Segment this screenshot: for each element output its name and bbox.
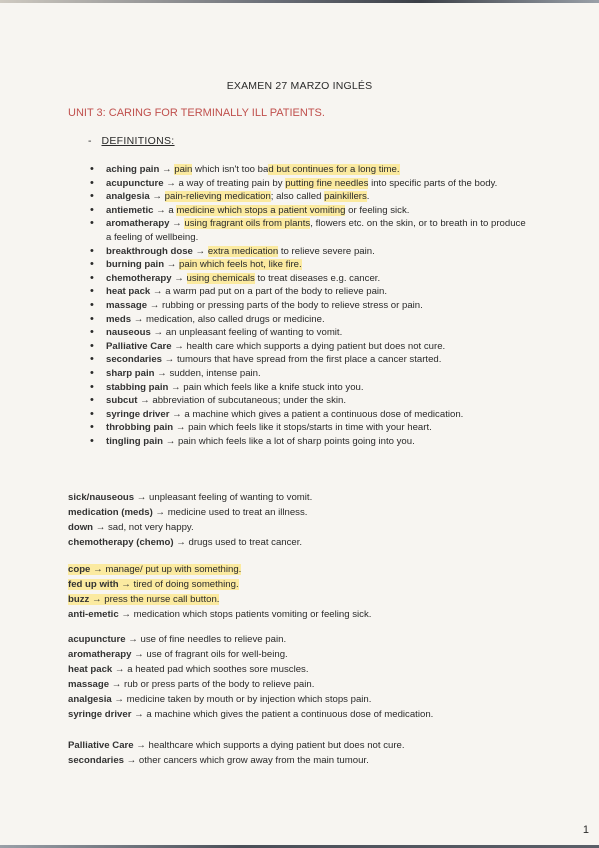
definition-term: stabbing pain: [106, 381, 169, 393]
definition-term: nauseous: [106, 327, 151, 339]
vocab-term: anti-emetic: [68, 609, 119, 620]
vocab-definition: → press the nurse call button.: [89, 594, 220, 605]
definition-item: [90, 313, 530, 327]
definition-arrow: →: [149, 191, 165, 203]
definition-arrow: →: [171, 340, 187, 352]
vocab-definition: → other cancers which grow away from the main tumour.: [124, 755, 369, 766]
definition-text: into specific parts of the body.: [368, 177, 498, 189]
definition-term: antiemetic: [106, 204, 154, 216]
unit-heading: UNIT 3: CARING FOR TERMINALLY ILL PATIENTS.: [68, 107, 325, 119]
definition-text: pain which feels like a lot of sharp points going into you.: [177, 435, 415, 447]
vocab-line: [68, 607, 538, 622]
definition-text: an unpleasant feeling of wanting to vomit.: [165, 327, 343, 339]
vocab-definition: → use of fragrant oils for well-being.: [131, 649, 288, 660]
definition-term: secondaries: [106, 354, 162, 366]
definition-item: [90, 435, 530, 449]
page-title: EXAMEN 27 MARZO INGLÉS: [226, 80, 373, 92]
definition-item: [90, 299, 530, 313]
definition-arrow: →: [137, 395, 153, 407]
definition-highlight: putting fine needles: [285, 177, 369, 189]
definition-arrow: →: [159, 164, 175, 175]
definition-item: [90, 326, 530, 340]
definition-text: to relieve severe pain.: [278, 245, 375, 257]
definition-term: massage: [106, 299, 148, 311]
definition-text: medication, also called drugs or medicine.: [146, 313, 325, 325]
definition-highlight: using chemicals: [186, 272, 255, 284]
definition-arrow: → a: [153, 204, 177, 216]
definition-text: sudden, intense pain.: [169, 367, 261, 379]
definition-highlight: pain: [174, 164, 193, 175]
definition-item: [90, 272, 530, 286]
vocab-section-2: [68, 562, 538, 622]
vocab-line: [68, 677, 538, 692]
vocab-definition: → medication which stops patients vomiting or feeling sick.: [118, 609, 372, 620]
definition-item: [90, 285, 530, 299]
definition-term: syringe driver: [106, 408, 170, 420]
definition-text: abbreviation of subcutaneous; under the skin.: [152, 395, 346, 407]
definition-item: [90, 367, 530, 381]
definition-item: [90, 217, 530, 244]
definition-term: aromatherapy: [106, 218, 170, 230]
definition-arrow: →: [171, 272, 187, 284]
vocab-line: [68, 738, 538, 753]
definition-item: [90, 408, 530, 422]
vocab-section-3: [68, 632, 538, 722]
definition-text: tumours that have spread from the first place a cancer started.: [176, 354, 442, 366]
definition-item: [90, 394, 530, 408]
definition-term: sharp pain: [106, 367, 155, 379]
vocab-line: [68, 520, 538, 535]
vocab-line: [68, 535, 538, 550]
vocab-term: heat pack: [68, 664, 113, 675]
definition-term: tingling pain: [106, 435, 164, 447]
vocab-definition: → a heated pad which soothes sore muscles.: [112, 664, 309, 675]
definition-highlight: medicine which stops a patient vomiting: [176, 204, 346, 216]
vocab-term: secondaries: [68, 755, 124, 766]
vocab-definition: → medicine used to treat an illness.: [152, 507, 308, 518]
definition-text: , flowers etc. on the skin, or to breath in to produce a feeling of wellbeing.: [106, 218, 526, 243]
vocab-section-4: [68, 738, 538, 768]
definition-arrow: →: [173, 422, 189, 434]
definition-highlight: pain-relieving medication: [164, 191, 271, 203]
vocab-definition: → use of fine needles to relieve pain.: [125, 634, 287, 645]
definition-arrow: →: [162, 354, 177, 366]
definition-text: which isn't too ba: [192, 164, 269, 175]
definitions-heading: [88, 135, 175, 147]
vocab-definition: → sad, not very happy.: [93, 522, 194, 533]
definition-item: [90, 353, 530, 367]
definition-text: pain which feels like a knife stuck into you.: [183, 381, 364, 393]
vocab-term: acupuncture: [68, 634, 126, 645]
vocab-term: aromatherapy: [68, 649, 132, 660]
definition-highlight: d but continues for a long time.: [268, 164, 400, 175]
vocab-term: sick/nauseous: [68, 492, 135, 503]
definition-item: [90, 245, 530, 259]
vocab-definition: → a machine which gives the patient a continuous dose of medication.: [131, 709, 434, 720]
vocab-definition: → tired of doing something.: [118, 579, 239, 590]
definitions-list: [90, 163, 530, 448]
definition-term: aching pain: [106, 164, 160, 175]
definition-text: or feeling sick.: [345, 204, 410, 216]
definition-item: [90, 421, 530, 435]
definition-text: .: [366, 191, 370, 203]
definition-highlight: painkillers: [324, 191, 367, 203]
definition-text: ; also called: [270, 191, 325, 203]
definition-item: [90, 381, 530, 395]
definition-term: heat pack: [106, 286, 151, 298]
vocab-term: cope: [68, 564, 91, 575]
vocab-term: fed up with: [68, 579, 119, 590]
vocab-definition: → unpleasant feeling of wanting to vomit.: [134, 492, 313, 503]
definition-text: rubbing or pressing parts of the body to relieve stress or pain.: [162, 299, 423, 311]
definition-arrow: →: [150, 286, 166, 298]
definition-term: acupuncture: [106, 177, 164, 189]
vocab-line: [68, 577, 538, 592]
definition-term: throbbing pain: [106, 422, 174, 434]
vocab-definition: → medicine taken by mouth or by injection which stops pain.: [111, 694, 372, 705]
definitions-dash: -: [88, 135, 92, 147]
vocab-line: [68, 505, 538, 520]
vocab-definition: → drugs used to treat cancer.: [173, 537, 303, 548]
definition-term: meds: [106, 313, 132, 325]
vocab-line: [68, 562, 538, 577]
definition-arrow: →: [169, 408, 185, 420]
vocab-line: [68, 662, 538, 677]
definition-arrow: →: [163, 177, 179, 189]
definition-term: subcut: [106, 395, 138, 407]
definition-text: to treat diseases e.g. cancer.: [254, 272, 381, 284]
definition-arrow: →: [192, 245, 208, 257]
definition-term: analgesia: [106, 191, 150, 203]
vocab-line: [68, 647, 538, 662]
definition-item: [90, 177, 530, 191]
definition-arrow: →: [164, 259, 180, 271]
vocab-term: Palliative Care: [68, 740, 134, 751]
vocab-line: [68, 692, 538, 707]
definition-term: Palliative Care: [106, 340, 172, 352]
page-number: 1: [582, 824, 589, 836]
definition-term: burning pain: [106, 259, 165, 271]
definition-item: [90, 340, 530, 354]
definition-item: [90, 190, 530, 204]
definition-highlight: using fragrant oils from plants: [184, 218, 311, 230]
vocab-line: [68, 707, 538, 722]
definitions-label: DEFINITIONS:: [101, 135, 175, 147]
vocab-line: [68, 592, 538, 607]
vocab-term: syringe driver: [68, 709, 132, 720]
definition-highlight: pain which feels hot, like fire.: [179, 259, 302, 271]
vocab-line: [68, 753, 538, 768]
vocab-term: down: [68, 522, 94, 533]
definition-arrow: →: [163, 435, 178, 447]
definition-text: a warm pad put on a part of the body to relieve pain.: [165, 286, 388, 298]
top-edge: [0, 0, 599, 3]
definition-term: chemotherapy: [106, 272, 172, 284]
definition-arrow: →: [150, 327, 166, 339]
definition-item: [90, 258, 530, 272]
definition-arrow: →: [131, 313, 146, 325]
vocab-definition: → manage/ put up with something.: [90, 564, 242, 575]
vocab-term: analgesia: [68, 694, 112, 705]
vocab-term: buzz: [68, 594, 90, 605]
vocab-definition: → healthcare which supports a dying patient but does not cure.: [133, 740, 405, 751]
vocab-term: massage: [68, 679, 110, 690]
definition-term: breakthrough dose: [106, 245, 193, 257]
definition-arrow: →: [147, 299, 163, 311]
definition-arrow: →: [168, 381, 184, 393]
definition-arrow: →: [169, 218, 185, 230]
definition-item: [90, 163, 530, 177]
vocab-line: [68, 490, 538, 505]
definition-highlight: extra medication: [207, 245, 279, 257]
vocab-line: [68, 632, 538, 647]
definition-item: [90, 204, 530, 218]
vocab-section-1: [68, 490, 538, 550]
vocab-term: medication (meds): [68, 507, 153, 518]
vocab-term: chemotherapy (chemo): [68, 537, 174, 548]
definition-text: a way of treating pain by: [178, 177, 286, 189]
definition-text: a machine which gives a patient a continuous dose of medication.: [184, 408, 464, 420]
definition-text: health care which supports a dying patient but does not cure.: [186, 340, 446, 352]
definition-arrow: →: [154, 367, 170, 379]
vocab-definition: → rub or press parts of the body to relieve pain.: [109, 679, 315, 690]
definition-text: pain which feels like it stops/starts in time with your heart.: [188, 422, 432, 434]
